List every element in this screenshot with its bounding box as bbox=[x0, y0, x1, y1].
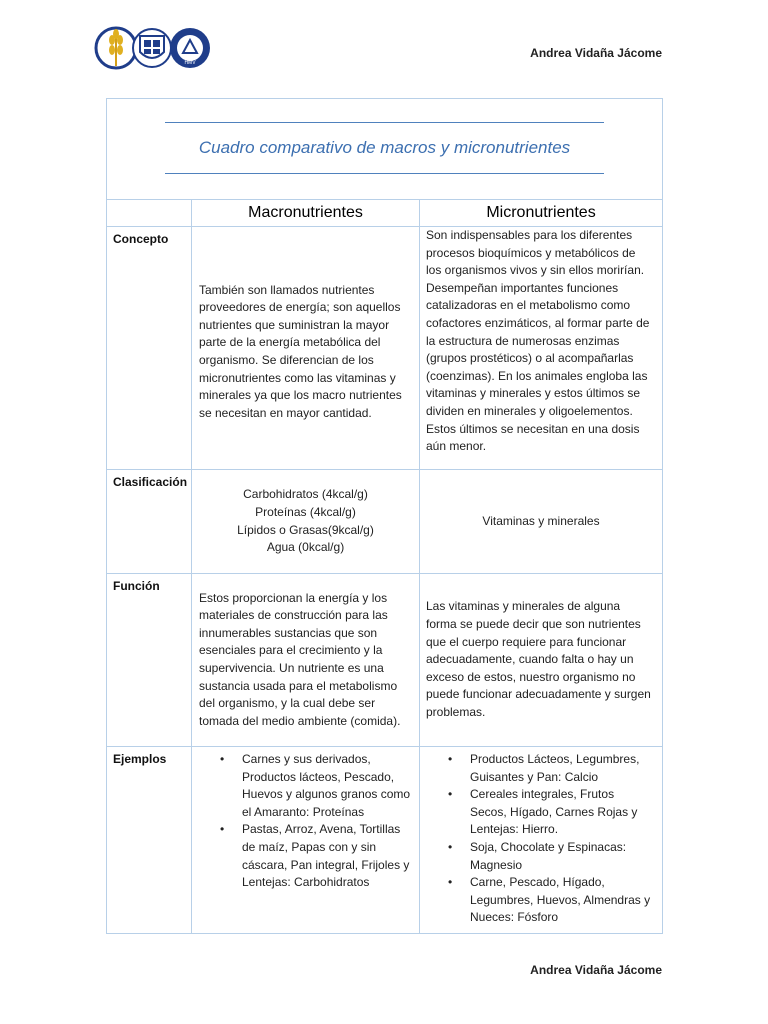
col-header-micro: Micronutrientes bbox=[420, 200, 663, 227]
clasificacion-macro bbox=[192, 470, 420, 574]
ejemplos-micro bbox=[420, 747, 663, 934]
row-label-ejemplos: Ejemplos bbox=[107, 747, 192, 934]
title-cell bbox=[107, 99, 663, 200]
funcion-macro: Estos proporcionan la energía y los materiales de construcción para las innumerables sustancias que son esenciales para el crecimiento y la supervivencia. Un nutriente es una sustancia usada para el metabolismo del organismo, y la cual debe ser tomada del medio ambiente (comida). bbox=[192, 574, 420, 747]
row-label-concepto: Concepto bbox=[107, 227, 192, 470]
concepto-micro: Son indispensables para los diferentes procesos bioquímicos y metabólicos de los organismos vivos y sin ellos morirían. Desempeñan importantes funciones catalizadoras en el metabolismo como cofactores enzimáticos, al formar parte de la estructura de numerosas enzimas (grupos prostéticos) o al acompañarlas (coenzimas). En los animales engloba las vitaminas y minerales y estos últimos se dividen en minerales y oligoelementos. Estos últimos se necesitan en una dosis aún menor. bbox=[420, 227, 663, 470]
clasificacion-item: Carbohidratos (4kcal/g) bbox=[243, 487, 368, 502]
clasificacion-item: Lípidos o Grasas(9kcal/g) bbox=[237, 522, 374, 537]
list-item: • Productos Lácteos, Legumbres, Guisantes y Pan: Calcio bbox=[470, 751, 654, 786]
col-header-macro: Macronutrientes bbox=[192, 200, 420, 227]
institute-seal bbox=[170, 28, 210, 68]
list-item: • Soja, Chocolate y Espinacas: Magnesio bbox=[470, 839, 654, 874]
row-label-clasificacion: Clasificación bbox=[107, 470, 192, 574]
clasificacion-item: Proteínas (4kcal/g) bbox=[255, 504, 356, 519]
list-item: • Cereales integrales, Frutos Secos, Hígado, Carnes Rojas y Lentejas: Hierro. bbox=[470, 786, 654, 839]
table-title: Cuadro comparativo de macros y micronutrientes bbox=[198, 138, 571, 157]
row-label-funcion: Función bbox=[107, 574, 192, 747]
seal-text: HMV bbox=[184, 60, 196, 66]
corner-cell bbox=[107, 200, 192, 227]
clasificacion-micro: Vitaminas y minerales bbox=[420, 470, 663, 574]
wheat-logo bbox=[96, 28, 136, 68]
funcion-micro: Las vitaminas y minerales de alguna forma se puede decir que son nutrientes que el cuerpo requiere para funcionar adecuadamente, cuando falta o hay un exceso de estos, nuestro organismo no puede funcionar adecuadamente y surgen problemas. bbox=[420, 574, 663, 747]
list-item: • Pastas, Arroz, Avena, Tortillas de maíz, Papas con y sin cáscara, Pan integral, Frijoles y Lentejas: Carbohidratos bbox=[242, 821, 411, 891]
university-crest bbox=[133, 29, 171, 67]
header-author: Andrea Vidaña Jácome bbox=[530, 46, 662, 60]
list-item: • Carne, Pescado, Hígado, Legumbres, Huevos, Almendras y Nueces: Fósforo bbox=[470, 874, 654, 927]
ejemplos-macro bbox=[192, 747, 420, 934]
clasificacion-item: Agua (0kcal/g) bbox=[266, 540, 345, 555]
list-item: • Carnes y sus derivados, Productos lácteos, Pescado, Huevos y algunos granos como el Amaranto: Proteínas bbox=[242, 751, 411, 821]
footer-author: Andrea Vidaña Jácome bbox=[530, 963, 662, 977]
institution-logos bbox=[94, 18, 212, 78]
concepto-macro: También son llamados nutrientes proveedores de energía; son aquellos nutrientes que suministran la mayor parte de la energía metabólica del organismo. Se diferencian de los micronutrientes como las vitaminas y minerales ya que los macro nutrientes se necesitan en mayor cantidad. bbox=[192, 227, 420, 470]
comparison-table bbox=[106, 98, 663, 934]
